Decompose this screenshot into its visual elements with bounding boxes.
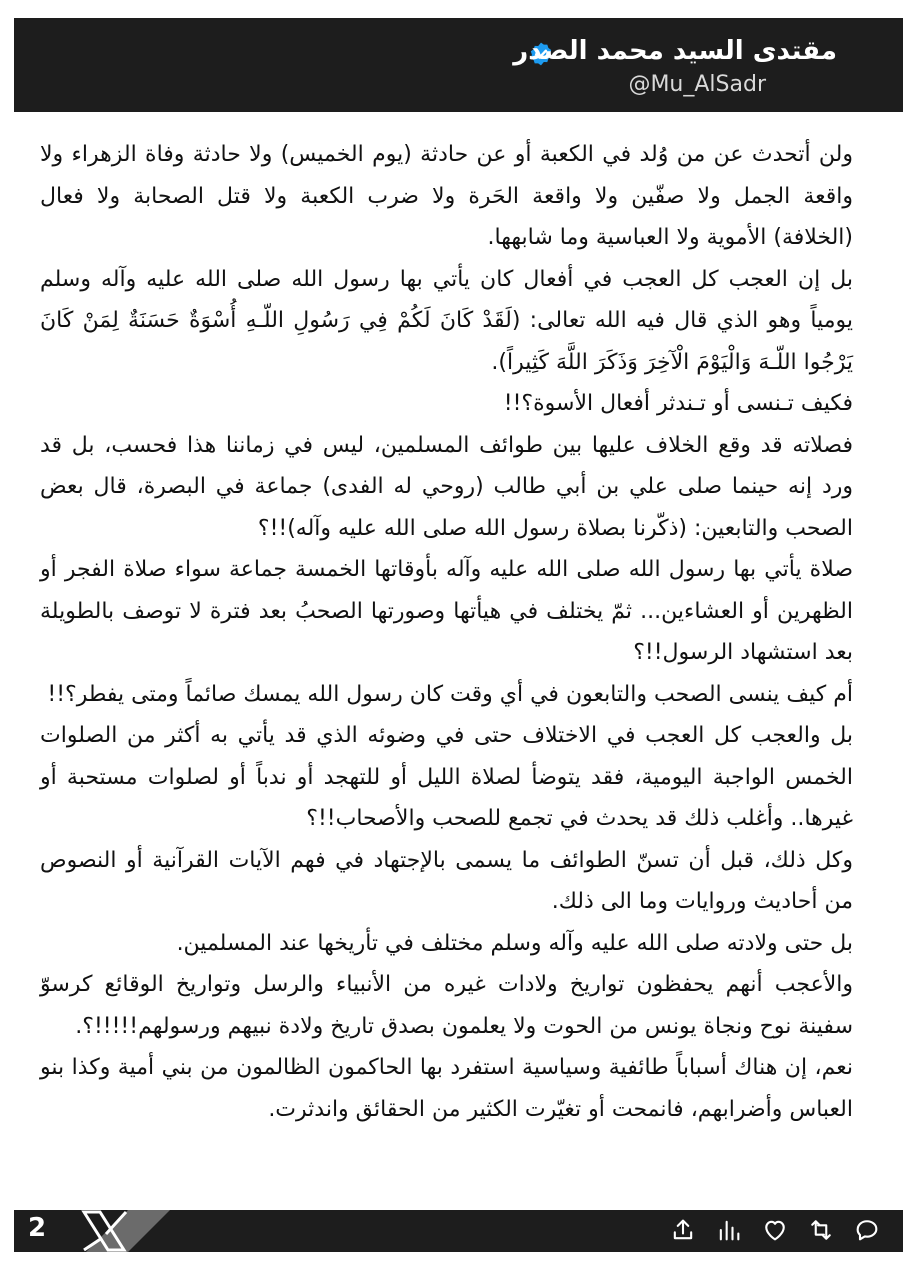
paragraph: أم كيف ينسى الصحب والتابعون في أي وقت كان رسول الله يمسك صائماً ومتى يفطر؟!! [47, 681, 853, 707]
tweet-text [40, 134, 853, 1130]
author-handle[interactable]: @Mu_AlSadr [628, 72, 766, 97]
tweet-header [14, 18, 903, 112]
paragraph: صلاة يأتي بها رسول الله صلى الله عليه وآله بأوقاتها الخمسة جماعة سواء صلاة الفجر أو الظهرين أو العشاءين... ثمّ يختلف في هيأتها وصورتها الصحبُ بعد فترة لا توصف بالطويلة بعد استشهاد الرسول!!؟ [40, 557, 853, 665]
reply-icon[interactable] [853, 1216, 881, 1244]
paragraph: والأعجب أنهم يحفظون تواريخ ولادات غيره من الأنبياء والرسل وتواريخ الوقائع كرسوّ سفينة نوح ونجاة يونس من الحوت ولا يعلمون بصدق تاريخ ولادة نبيهم ورسولهم!!!!!؟. [40, 972, 853, 1039]
views-icon[interactable] [715, 1216, 743, 1244]
author-name[interactable]: مقتدى السيد محمد الصدر [513, 36, 837, 66]
page-number: 2 [28, 1213, 47, 1243]
tweet-footer [14, 1210, 903, 1252]
retweet-icon[interactable] [807, 1216, 835, 1244]
paragraph: وكل ذلك، قبل أن تسنّ الطوائف ما يسمى بالإجتهاد في فهم الآيات القرآنية أو النصوص من أحاديث وروايات وما الى ذلك. [40, 847, 853, 914]
paragraph: نعم، إن هناك أسباباً طائفية وسياسية استفرد بها الحاكمون الظالمون من بني أمية وكذا بنو العباس وأضرابهم، فانمحت أو تغيّرت الكثير من الحقائق واندثرت. [40, 1055, 853, 1122]
paragraph: بل والعجب كل العجب في الاختلاف حتى في وضوئه الذي قد يأتي به أكثر من الصلوات الخمس الواجبة اليومية، فقد يتوضأ لصلاة الليل أو للتهجد أو ندباً أو لصلوات مستحبة أو غيرها.. وأغلب ذلك قد يحدث في تجمع للصحب والأصحاب!!؟ [40, 723, 853, 831]
action-bar [669, 1216, 881, 1244]
like-icon[interactable] [761, 1216, 789, 1244]
paragraph: بل حتى ولادته صلى الله عليه وآله وسلم مختلف في تأريخها عند المسلمين. [176, 930, 853, 956]
x-logo-icon [70, 1210, 170, 1252]
paragraph: فكيف تـنسى أو تـندثر أفعال الأسوة؟!! [503, 391, 853, 416]
paragraph: فصلاته قد وقع الخلاف عليها بين طوائف المسلمين، ليس في زماننا هذا فحسب، بل قد ورد إنه حينما صلى علي بن أبي طالب (روحي له الفدى) جماعة في البصرة، قال بعض الصحب والتابعين: (ذكّرنا بصلاة رسول الله صلى الله عليه وآله)!!؟ [40, 432, 853, 541]
paragraph: بل إن العجب كل العجب في أفعال كان يأتي بها رسول الله صلى الله عليه وآله وسلم يومياً وهو الذي قال فيه الله تعالى: (لَقَدْ كَانَ لَكُمْ فِي رَسُولِ اللّـهِ أُسْوَةٌ حَسَنَةٌ لِمَنْ كَانَ يَرْجُوا اللّـهَ وَالْيَوْمَ الْآخِرَ وَذَكَرَ اللَّهَ كَثِيراً). [40, 266, 853, 375]
share-icon[interactable] [669, 1216, 697, 1244]
paragraph: ولن أتحدث عن من وُلد في الكعبة أو عن حادثة (يوم الخميس) ولا حادثة وفاة الزهراء ولا واقعة الجمل ولا صفّين ولا واقعة الحَرة ولا ضرب الكعبة ولا قتل الصحابة ولا فعال (الخلافة) الأموية ولا العباسية وما شابهها. [40, 142, 853, 250]
